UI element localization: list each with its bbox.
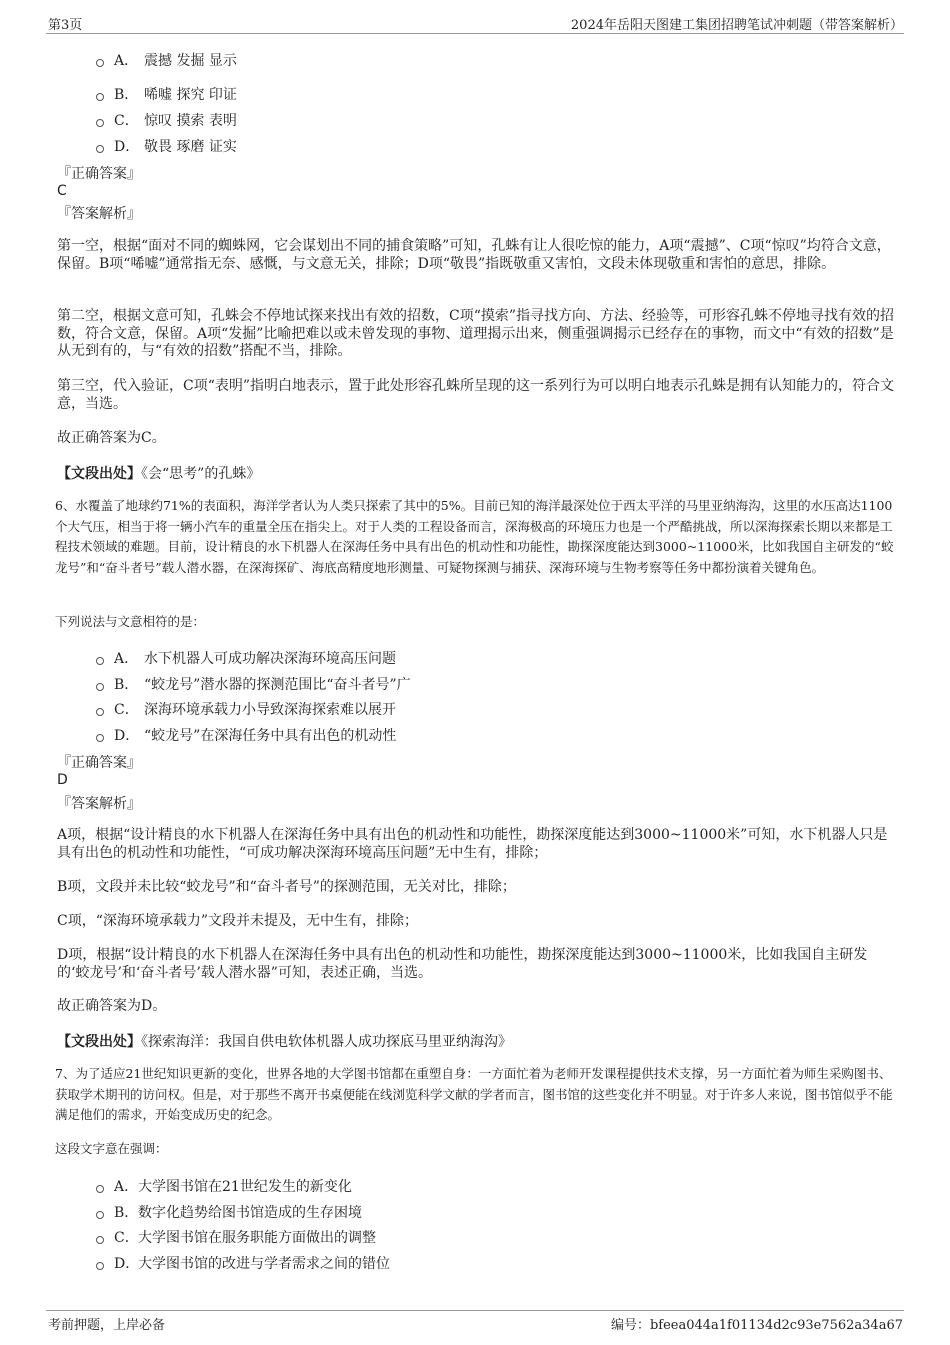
radio-icon[interactable] bbox=[96, 1262, 104, 1270]
document-title: 2024年岳阳天图建工集团招聘笔试冲刺题（带答案解析） bbox=[570, 18, 903, 33]
q6-option-a[interactable]: A． 水下机器人可成功解决深海环境高压问题 bbox=[96, 648, 396, 668]
radio-icon[interactable] bbox=[96, 1211, 104, 1219]
q6-option-b[interactable]: B． “蛟龙号”潜水器的探测范围比“奋斗者号”广 bbox=[96, 674, 411, 694]
radio-icon[interactable] bbox=[96, 59, 104, 67]
q5-analysis-label: 『答案解析』 bbox=[57, 206, 141, 222]
q6-option-c[interactable]: C． 深海环境承载力小导致深海探索难以展开 bbox=[96, 699, 396, 719]
q5-analysis-p4: 故正确答案为C。 bbox=[57, 430, 166, 446]
q6-source: 【文段出处】《探索海洋：我国自供电软体机器人成功探底马里亚纳海沟》 bbox=[57, 1034, 512, 1050]
q6-analysis-p1: A项，根据“设计精良的水下机器人在深海任务中具有出色的机动性和功能性，勘探深度能达到3000~11000米”可知，水下机器人只是具有出色的机动性和功能性，“可成功解决深海环境高压问题”无中生有，排除； bbox=[57, 827, 888, 861]
q6-prompt: 下列说法与文意相符的是： bbox=[55, 614, 206, 629]
q6-analysis-p5: 故正确答案为D。 bbox=[57, 998, 167, 1014]
radio-icon[interactable] bbox=[96, 708, 104, 716]
q6-analysis-label: 『答案解析』 bbox=[57, 796, 141, 812]
q5-analysis-p2: 第二空，根据文意可知，孔蛛会不停地试探来找出有效的招数，C项“摸索”指寻找方向、方法、经验等，可形容孔蛛不停地寻找有效的招数，符合文意，保留。A项“发掘”比喻把难以或未曾发现的事物、道理揭示出来，侧重强调揭示已经存在的事物，而文中“有效的招数”是从无到有的，与“有效的招数”搭配不当，排除。 bbox=[57, 308, 895, 359]
q6-answer-label: 『正确答案』 bbox=[57, 755, 141, 771]
q7-option-d[interactable]: D． 大学图书馆的改进与学者需求之间的错位 bbox=[96, 1253, 390, 1273]
q5-option-a[interactable]: A． 震撼 发掘 显示 bbox=[96, 50, 237, 70]
radio-icon[interactable] bbox=[96, 1185, 104, 1193]
q5-answer-label: 『正确答案』 bbox=[57, 166, 141, 182]
q6-question-text: 6、水覆盖了地球约71%的表面积，海洋学者认为人类只探索了其中的5%。目前已知的海洋最深处位于西太平洋的马里亚纳海沟，这里的水压高达1100个大气压，相当于将一辆小汽车的重量全压在指尖上。对于人类的工程设备而言，深海极高的环境压力也是一个严酷挑战，所以深海探索长期以来都是工程技术领域的难题。目前，设计精良的水下机器人在深海任务中具有出色的机动性和功能性，勘探深度能达到3000~11000米，比如我国自主研发的“蛟龙号”和“奋斗者号”载人潜水器，在深海探矿、海底高精度地形测量、可疑物探测与捕获、深海环境与生物考察等任务中都扮演着关键角色。 bbox=[55, 498, 894, 575]
radio-icon[interactable] bbox=[96, 145, 104, 153]
q7-option-b[interactable]: B． 数字化趋势给图书馆造成的生存困境 bbox=[96, 1202, 362, 1222]
q6-option-d[interactable]: D． “蛟龙号”在深海任务中具有出色的机动性 bbox=[96, 725, 396, 745]
q5-option-d[interactable]: D． 敬畏 琢磨 证实 bbox=[96, 136, 237, 156]
q5-analysis-p3: 第三空，代入验证，C项“表明”指明白地表示，置于此处形容孔蛛所呈现的这一系列行为可以明白地表示孔蛛是拥有认知能力的，符合文意，当选。 bbox=[57, 378, 895, 412]
footer-divider bbox=[46, 1310, 904, 1311]
q7-option-a[interactable]: A． 大学图书馆在21世纪发生的新变化 bbox=[96, 1176, 352, 1196]
q6-analysis-p2: B项，文段并未比较“蛟龙号”和“奋斗者号”的探测范围，无关对比，排除； bbox=[57, 879, 516, 895]
q5-source: 【文段出处】《会“思考”的孔蛛》 bbox=[57, 466, 261, 482]
radio-icon[interactable] bbox=[96, 657, 104, 665]
q7-option-c[interactable]: C． 大学图书馆在服务职能方面做出的调整 bbox=[96, 1227, 376, 1247]
q5-option-b[interactable]: B． 唏嘘 探究 印证 bbox=[96, 84, 237, 104]
q7-question-text: 7、为了适应21世纪知识更新的变化，世界各地的大学图书馆都在重塑自身：一方面忙着为老师开发课程提供技术支撑，另一方面忙着为师生采购图书、获取学术期刊的访问权。但是，对于那些不离开书桌便能在线浏览科学文献的学者而言，图书馆的这些变化并不明显。对于许多人来说，图书馆似乎不能满足他们的需求，开始变成历史的纪念。 bbox=[55, 1066, 893, 1122]
q7-prompt: 这段文字意在强调： bbox=[55, 1141, 168, 1156]
q6-answer: D bbox=[57, 772, 68, 788]
header-divider bbox=[46, 33, 904, 34]
document-id: 编号：bfeea044a1f01134d2c93e7562a34a67 bbox=[610, 1318, 903, 1333]
radio-icon[interactable] bbox=[96, 93, 104, 101]
q5-option-c[interactable]: C． 惊叹 摸索 表明 bbox=[96, 110, 237, 130]
q6-analysis-p4: D项，根据“设计精良的水下机器人在深海任务中具有出色的机动性和功能性，勘探深度能达到3000~11000米，比如我国自主研发的‘蛟龙号’和‘奋斗者号’载人潜水器”可知，表述正确，当选。 bbox=[57, 947, 868, 981]
q5-answer: C bbox=[57, 183, 67, 199]
radio-icon[interactable] bbox=[96, 119, 104, 127]
radio-icon[interactable] bbox=[96, 1236, 104, 1244]
q5-analysis-p1: 第一空，根据“面对不同的蜘蛛网，它会谋划出不同的捕食策略”可知，孔蛛有让人很吃惊的能力，A项“震撼”、C项“惊叹”均符合文意，保留。B项“唏嘘”通常指无奈、感慨，与文意无关，排除；D项“敬畏”指既敬重又害怕，文段未体现敬重和害怕的意思，排除。 bbox=[57, 238, 891, 272]
footer-slogan: 考前押题，上岸必备 bbox=[48, 1318, 166, 1333]
radio-icon[interactable] bbox=[96, 734, 104, 742]
q6-analysis-p3: C项，“深海环境承载力”文段并未提及，无中生有，排除； bbox=[57, 913, 419, 929]
radio-icon[interactable] bbox=[96, 683, 104, 691]
page-number: 第3页 bbox=[48, 18, 83, 33]
